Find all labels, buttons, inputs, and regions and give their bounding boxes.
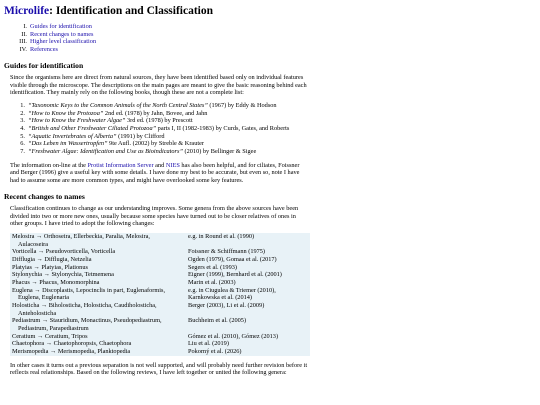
- book-title: “Das Leben im Wassertropfen”: [28, 140, 108, 148]
- book-title: “British and Other Freshwater Ciliated Protozoa”: [28, 124, 157, 132]
- book-number: 7.: [20, 148, 25, 155]
- reference-cell: e.g. in Ciugulea & Triemer (2010),: [188, 286, 276, 294]
- genus-change-cell: Stylonychia → Stylonychia, Tetmemena: [12, 271, 114, 279]
- genus-change-cell: Pediastrum, Parapediastrum: [18, 325, 89, 333]
- name-change-row: [10, 271, 310, 279]
- toc-link-references[interactable]: References: [30, 46, 58, 54]
- genus-change-cell: Holosticha → Biholosticha, Holosticha, Caudiholosticha,: [12, 302, 157, 309]
- reference-cell: Pokorný et al. (2026): [188, 348, 242, 356]
- reference-cell: Liu et al. (2019): [188, 340, 229, 348]
- online-resources-paragraph: [10, 162, 310, 185]
- online-text: has also been helpful, and for ciliates, Foissner and Berger (1996) give a useful key with some details. I have done my best to be accurate, but even so, note I have had to assume some are more common types, and might have overlooked some key features.: [10, 161, 300, 185]
- genus-change-cell: Ceratium → Ceratium, Tripos: [12, 332, 88, 340]
- changes-intro: Classification continues to change as our understanding improves. Some genera from the above sources have been divided into two or more new ones, usually because some species have turned out to be closer relatives of ones in other groups. I have tried to adopt the following changes:: [10, 204, 299, 228]
- book-title: “How to Know the Freshwater Algae”: [28, 117, 126, 125]
- book-list: [18, 102, 308, 156]
- genus-change-cell: Platyias → Platyias, Plationus: [12, 263, 88, 271]
- reference-cell: [186, 310, 310, 318]
- reference-cell: e.g. in Round et al. (1990): [188, 232, 255, 240]
- reference-cell: Ogden (1979), Gomaa et al. (2017): [188, 255, 277, 263]
- toc-number: III.: [19, 38, 27, 46]
- online-text: The information on-line at the: [10, 161, 88, 169]
- book-title: “Aquatic Invertebrates of Alberta”: [28, 132, 117, 140]
- book-title: “Taxonomic Keys to the Common Animals of the North Central States”: [28, 101, 208, 109]
- book-item: [18, 140, 308, 148]
- page-title: [4, 4, 540, 18]
- genus-change-cell: Anteholosticha: [18, 309, 57, 317]
- name-change-row: [10, 241, 310, 249]
- name-change-row: [10, 333, 310, 341]
- book-number: 4.: [20, 124, 25, 132]
- name-changes-table: [10, 233, 310, 356]
- genus-change-cell: Euglena → Discoplastis, Lepocinclis in part, Euglenaformis,: [12, 286, 166, 294]
- book-number: 2.: [20, 109, 25, 117]
- table-of-contents: [18, 23, 540, 54]
- reference-cell: Karnkowska et al. (2014): [188, 294, 252, 302]
- name-change-row: [10, 256, 310, 264]
- name-change-row: [10, 264, 310, 272]
- name-change-row: [10, 294, 310, 302]
- book-title: “How to Know the Protozoa”: [28, 109, 104, 117]
- reference-cell: [186, 241, 310, 249]
- genus-change-cell: Pediastrum → Stauridium, Monactinus, Pseudopediastrum,: [12, 317, 162, 325]
- online-text: and: [153, 161, 166, 169]
- book-item: [18, 110, 308, 118]
- site-brand-link[interactable]: Microlife: [4, 5, 50, 17]
- name-change-row: [10, 279, 310, 287]
- section-heading-guides: Guides for identification: [4, 60, 84, 70]
- toc-number: IV.: [19, 46, 27, 54]
- name-change-row: [10, 287, 310, 295]
- book-number: 3.: [20, 117, 25, 125]
- toc-item[interactable]: [18, 23, 540, 31]
- nies-link[interactable]: NIES: [165, 161, 180, 169]
- toc-item[interactable]: [18, 38, 540, 46]
- name-change-row: [10, 348, 310, 356]
- book-item: [18, 133, 308, 141]
- toc-link-guides[interactable]: Guides for identification: [30, 23, 92, 31]
- name-change-row: [10, 233, 310, 241]
- genus-change-cell: Melosira → Orthoseira, Ellerbeckia, Paralia, Melosira,: [12, 232, 150, 240]
- guides-intro: Since the organisms here are direct from natural sources, they have been identified based only on individual features visible through the microscope. The descriptions on the main pages are meant to give the basic reasoning behind each identification. They mainly rely on the following books, though these are not a complete list:: [10, 73, 307, 97]
- reference-cell: [186, 325, 310, 333]
- book-details: (1967) by Eddy & Hodson: [207, 101, 277, 109]
- book-title: “Freshwater Algae: Identification and Use as Bioindicators”: [28, 148, 183, 155]
- name-change-row: [10, 248, 310, 256]
- book-details: (1991) by Clifford: [116, 132, 165, 140]
- book-item: [18, 125, 308, 133]
- name-change-row: [10, 310, 310, 318]
- toc-number: I.: [23, 23, 27, 31]
- book-number: 1.: [20, 101, 25, 109]
- book-details: (2010) by Bellinger & Sigee: [182, 148, 257, 155]
- reference-cell: Gómez et al. (2010), Gómez (2013): [188, 332, 279, 340]
- book-item: [18, 117, 308, 125]
- genus-change-cell: Vorticella → Pseudovorticella, Vorticella: [12, 248, 116, 256]
- toc-link-higher-classification[interactable]: Higher level classification: [30, 38, 97, 46]
- reference-cell: Segers et al. (1993): [188, 263, 237, 271]
- section-heading-recent-changes: Recent changes to names: [4, 191, 85, 201]
- reference-cell: Marin et al. (2003): [188, 278, 236, 286]
- genus-change-cell: Aulacoseira: [18, 240, 49, 248]
- name-change-row: [10, 340, 310, 348]
- protist-information-server-link[interactable]: Protist Information Server: [87, 161, 154, 169]
- genus-change-cell: Merismopedia → Merismopedia, Planktopedia: [12, 348, 131, 356]
- reference-cell: Eigner (1999), Bernhard et al. (2001): [188, 271, 282, 279]
- genus-change-cell: Phacus → Phacus, Monomorphina: [12, 278, 100, 286]
- toc-item[interactable]: [18, 46, 540, 54]
- book-details: 3rd ed. (1978) by Prescott: [125, 117, 193, 125]
- book-item: [18, 102, 308, 110]
- book-number: 5.: [20, 132, 25, 140]
- toc-item[interactable]: [18, 31, 540, 39]
- toc-link-recent-changes[interactable]: Recent changes to names: [30, 30, 94, 38]
- page-title-text: : Identification and Classification: [49, 5, 214, 17]
- genus-change-cell: Difflugia → Difflugia, Netzelia: [12, 255, 92, 263]
- name-change-row: [10, 325, 310, 333]
- book-item: [18, 148, 308, 156]
- changes-trailing-paragraph: In other cases it turns out a previous separation is not well supported, and will probably need further revision before it reflects real relationships. Based on the following reviews, I have left together or united the following genera:: [10, 361, 308, 377]
- genus-change-cell: Euglena, Euglenaria: [18, 294, 70, 302]
- reference-cell: Foissner & Schiffmann (1975): [188, 248, 266, 256]
- name-change-row: [10, 302, 310, 310]
- toc-number: II.: [21, 30, 27, 38]
- name-change-row: [10, 317, 310, 325]
- genus-change-cell: Chaetophora → Chaetophoropsis, Chaetophora: [12, 340, 132, 348]
- book-details: 2nd ed. (1978) by Jahn, Bovee, and Jahn: [103, 109, 208, 117]
- book-details: parts I, II (1982-1983) by Curds, Gates, and Roberts: [156, 124, 290, 132]
- reference-cell: Berger (2003), Li et al. (2009): [188, 302, 265, 309]
- book-details: 9te Aufl. (2002) by Streble & Krauter: [107, 140, 205, 148]
- book-number: 6.: [20, 140, 25, 148]
- reference-cell: Buchheim et al. (2005): [188, 317, 247, 325]
